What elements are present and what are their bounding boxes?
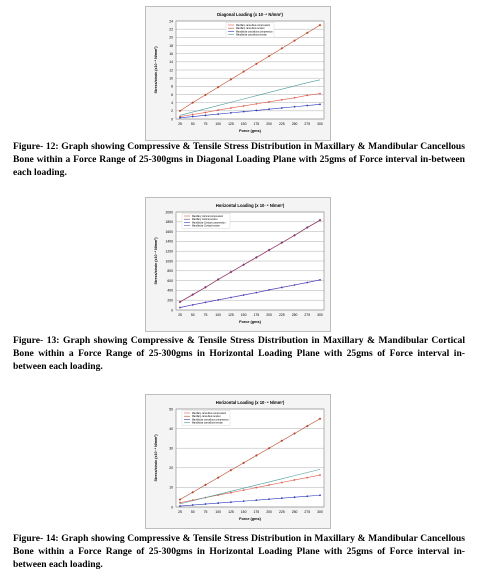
y-tick-label: 2 bbox=[171, 109, 173, 114]
legend-label: Mandibular cancellous compression bbox=[192, 419, 229, 422]
x-tick-label: 50 bbox=[190, 313, 195, 317]
data-point bbox=[306, 94, 308, 96]
y-tick-label: 0 bbox=[171, 308, 173, 313]
data-point bbox=[217, 502, 219, 504]
x-tick-label: 25 bbox=[178, 510, 182, 514]
x-tick-label: 175 bbox=[253, 122, 260, 126]
figure-13-caption: Figure- 13: Graph showing Compressive & Tensile Stress Distribution in Maxillary & Mandibular Cortical Bone within a Force Range of 25-300gms in Horizontal Loading Plane with 25gms of Force interval in-between each loading. bbox=[13, 335, 465, 372]
y-tick-label: 18 bbox=[169, 43, 173, 48]
y-axis-label: Stress/strain (x10⁻⁴ N/mm²) bbox=[154, 237, 158, 285]
x-tick-label: 75 bbox=[203, 510, 208, 514]
data-point bbox=[205, 114, 207, 116]
data-point bbox=[243, 500, 245, 502]
x-tick-label: 200 bbox=[266, 313, 272, 317]
legend-label: Maxillary cancellous compression bbox=[236, 24, 271, 27]
y-tick-label: 1200 bbox=[165, 249, 173, 254]
y-tick-label: 4 bbox=[171, 100, 173, 105]
legend-label: Maxillary cancellous tension bbox=[192, 416, 221, 419]
x-tick-label: 275 bbox=[304, 510, 311, 514]
y-tick-label: 10 bbox=[169, 76, 173, 81]
x-tick-label: 150 bbox=[240, 313, 247, 317]
y-axis-label: Stress/strain (x10⁻⁴ N/mm²) bbox=[154, 434, 158, 482]
data-point bbox=[319, 93, 321, 95]
figure-12-chart bbox=[145, 6, 331, 141]
y-tick-label: 0 bbox=[171, 117, 173, 122]
legend-label: Mandibular cancellous tension bbox=[236, 34, 267, 37]
chart-title: Horizontal Loading (x 10⁻⁴ N/mm²) bbox=[215, 400, 285, 405]
y-tick-label: 22 bbox=[169, 27, 173, 32]
data-point bbox=[319, 494, 321, 496]
y-tick-label: 30 bbox=[169, 446, 173, 451]
data-point bbox=[230, 112, 232, 114]
data-point bbox=[281, 482, 283, 484]
data-point bbox=[255, 499, 257, 501]
x-tick-label: 300 bbox=[317, 313, 323, 317]
data-point bbox=[255, 487, 257, 489]
data-point bbox=[306, 477, 308, 479]
y-tick-label: 20 bbox=[169, 35, 173, 40]
x-tick-label: 125 bbox=[228, 313, 234, 317]
x-tick-label: 75 bbox=[203, 122, 208, 126]
x-tick-label: 100 bbox=[215, 510, 222, 514]
data-point bbox=[179, 502, 181, 504]
data-point bbox=[192, 116, 194, 118]
legend-label: Mandibular cancellous tension bbox=[192, 422, 223, 425]
data-point bbox=[268, 101, 270, 103]
x-tick-label: 125 bbox=[228, 510, 234, 514]
legend-label: Maxillary Cortical tension bbox=[192, 219, 218, 222]
x-tick-label: 275 bbox=[304, 313, 311, 317]
figure-14-chart bbox=[145, 394, 331, 529]
data-point bbox=[306, 495, 308, 497]
data-point bbox=[319, 103, 321, 105]
x-tick-label: 300 bbox=[317, 510, 323, 514]
chart-title: Diagonal Loading (x 10⁻⁴ N/mm²) bbox=[217, 12, 283, 17]
data-point bbox=[255, 103, 257, 105]
figure-12-caption: Figure- 12: Graph showing Compressive & Tensile Stress Distribution in Maxillary & Mandibular Cancellous Bone within a Force Range of 25-300gms in Diagonal Loading Plane with 25gms of Force interval in-between each loading. bbox=[13, 141, 465, 178]
y-tick-label: 600 bbox=[167, 278, 173, 283]
y-tick-label: 24 bbox=[169, 19, 173, 24]
data-point bbox=[294, 106, 296, 108]
x-tick-label: 150 bbox=[240, 122, 247, 126]
legend-label: Mandibular Cortical compression bbox=[192, 222, 226, 225]
data-point bbox=[243, 489, 245, 491]
x-tick-label: 75 bbox=[203, 313, 208, 317]
y-tick-label: 20 bbox=[169, 466, 173, 471]
y-tick-label: 1800 bbox=[165, 220, 173, 225]
data-point bbox=[268, 484, 270, 486]
data-point bbox=[281, 107, 283, 109]
data-point bbox=[306, 105, 308, 107]
data-point bbox=[243, 105, 245, 107]
y-tick-label: 40 bbox=[169, 426, 173, 431]
legend-label: Maxillary cancellous compression bbox=[192, 412, 227, 415]
x-tick-label: 150 bbox=[240, 510, 247, 514]
y-tick-label: 1600 bbox=[165, 229, 173, 234]
data-point bbox=[294, 479, 296, 481]
y-tick-label: 400 bbox=[167, 288, 173, 293]
x-tick-label: 250 bbox=[291, 313, 298, 317]
y-axis-label: Stress/strain (x10⁻⁴ N/mm²) bbox=[154, 46, 158, 94]
data-point bbox=[294, 496, 296, 498]
x-axis-label: Force (gms) bbox=[239, 517, 261, 521]
y-tick-label: 16 bbox=[169, 51, 173, 56]
legend-label: Mandibular Cortical tension bbox=[192, 225, 220, 228]
x-tick-label: 100 bbox=[215, 313, 222, 317]
x-tick-label: 250 bbox=[291, 122, 298, 126]
x-tick-label: 100 bbox=[215, 122, 222, 126]
x-tick-label: 25 bbox=[178, 313, 182, 317]
x-tick-label: 275 bbox=[304, 122, 311, 126]
x-tick-label: 50 bbox=[190, 510, 195, 514]
y-tick-label: 12 bbox=[169, 68, 173, 73]
y-tick-label: 1400 bbox=[165, 239, 173, 244]
data-point bbox=[192, 114, 194, 116]
y-tick-label: 14 bbox=[169, 60, 173, 65]
data-point bbox=[230, 107, 232, 109]
chart-svg bbox=[146, 7, 330, 140]
x-tick-label: 200 bbox=[266, 510, 272, 514]
data-point bbox=[192, 504, 194, 506]
y-tick-label: 0 bbox=[171, 505, 173, 510]
x-tick-label: 200 bbox=[266, 122, 272, 126]
data-point bbox=[281, 99, 283, 101]
x-tick-label: 300 bbox=[317, 122, 323, 126]
chart-svg bbox=[146, 198, 330, 331]
chart-title: Horizontal Loading (x 10⁻⁴ N/mm²) bbox=[215, 203, 285, 208]
data-point bbox=[243, 111, 245, 113]
x-tick-label: 125 bbox=[228, 122, 234, 126]
data-point bbox=[230, 492, 232, 494]
data-point bbox=[205, 112, 207, 114]
chart-svg bbox=[146, 395, 330, 528]
figure-14-caption: Figure- 14: Graph showing Compressive & Tensile Stress Distribution in Maxillary & Mandibular Cancellous Bone within a Force Range of 25-300gms in Horizontal Loading Plane with 25gms of Force interval in-between each loading. bbox=[13, 533, 465, 570]
legend-label: Mandibular cancellous compression bbox=[236, 31, 273, 34]
legend-label: Maxillary cancellous tension bbox=[236, 28, 265, 31]
x-tick-label: 225 bbox=[278, 510, 285, 514]
y-tick-label: 50 bbox=[169, 407, 173, 412]
x-tick-label: 250 bbox=[291, 510, 298, 514]
x-tick-label: 225 bbox=[278, 313, 285, 317]
data-point bbox=[281, 497, 283, 499]
data-point bbox=[179, 117, 181, 119]
x-tick-label: 50 bbox=[190, 122, 195, 126]
data-point bbox=[268, 498, 270, 500]
x-tick-label: 225 bbox=[278, 122, 285, 126]
data-point bbox=[294, 97, 296, 99]
x-axis-label: Force (gms) bbox=[239, 320, 261, 324]
x-tick-label: 175 bbox=[253, 313, 260, 317]
data-point bbox=[217, 113, 219, 115]
x-tick-label: 25 bbox=[178, 122, 182, 126]
data-point bbox=[179, 505, 181, 507]
data-point bbox=[217, 109, 219, 111]
x-tick-label: 175 bbox=[253, 510, 260, 514]
y-tick-label: 2000 bbox=[165, 210, 173, 215]
y-tick-label: 1000 bbox=[165, 259, 173, 264]
y-tick-label: 10 bbox=[169, 485, 173, 490]
data-point bbox=[319, 474, 321, 476]
data-point bbox=[205, 503, 207, 505]
data-point bbox=[268, 108, 270, 110]
y-tick-label: 800 bbox=[167, 269, 173, 274]
y-tick-label: 6 bbox=[171, 92, 173, 97]
x-axis-label: Force (gms) bbox=[239, 129, 261, 133]
data-point bbox=[255, 110, 257, 112]
y-tick-label: 8 bbox=[171, 84, 173, 89]
figure-13-chart bbox=[145, 197, 331, 332]
data-point bbox=[230, 501, 232, 503]
y-tick-label: 200 bbox=[167, 298, 173, 303]
legend-label: Maxillary Cortical compression bbox=[192, 215, 224, 218]
